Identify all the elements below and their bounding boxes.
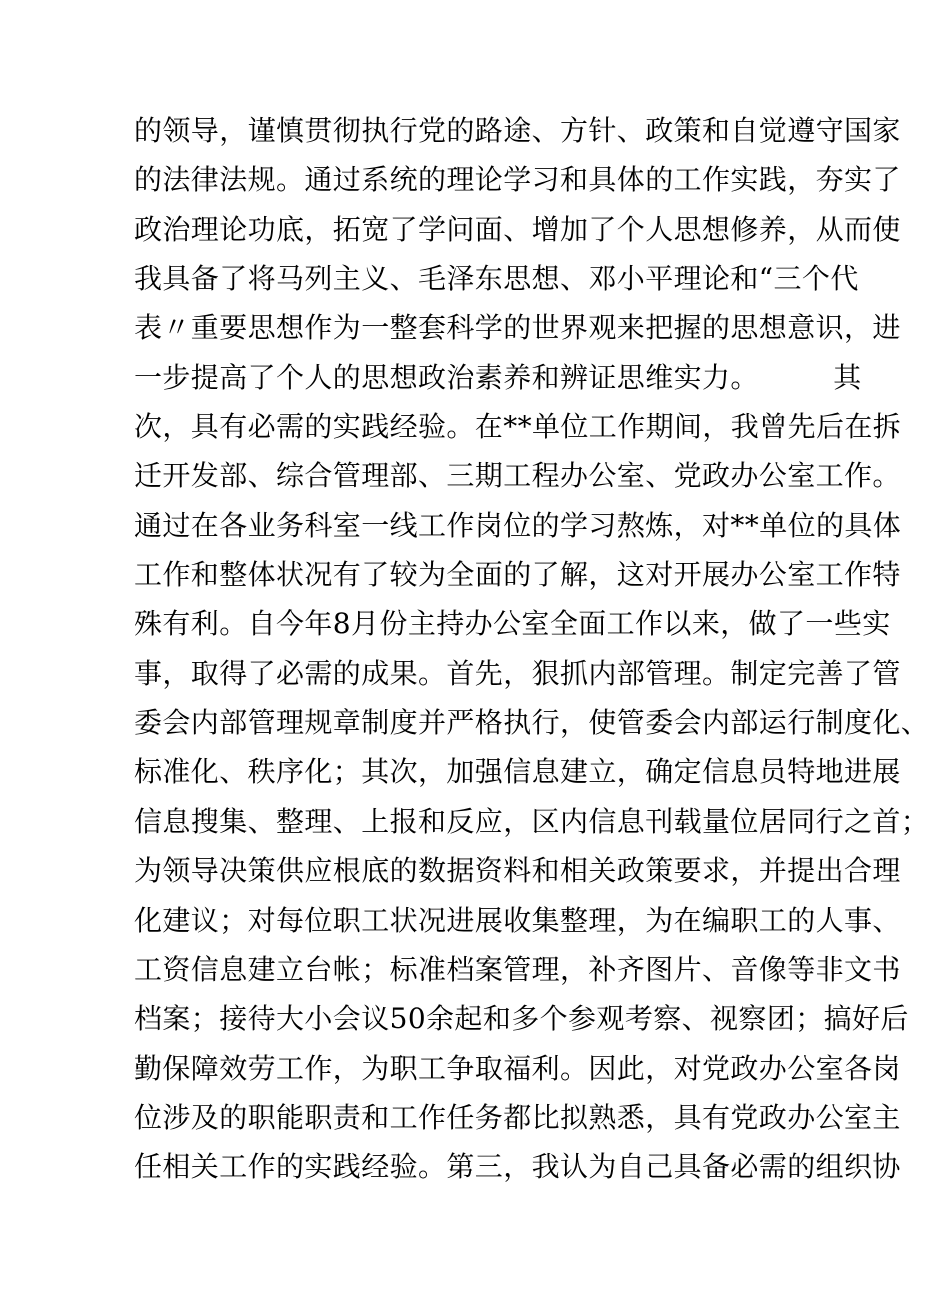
text-line: 次，具有必需的实践经验。在**单位工作期间，我曾先后在拆 — [134, 410, 902, 444]
text-line: 事，取得了必需的成果。首先，狠抓内部管理。制定完善了管 — [134, 656, 901, 690]
text-line: 位涉及的职能职责和工作任务都比拟熟悉，具有党政办公室主 — [134, 1100, 901, 1134]
text-line: 一步提高了个人的思想政治素养和辨证思维实力。 其 — [134, 360, 862, 394]
text-line: 表〃重要思想作为一整套科学的世界观来把握的思想意识，进 — [134, 311, 901, 345]
text-line: 我具备了将马列主义、毛泽东思想、邓小平理论和“三个代 — [134, 262, 859, 296]
text-line: 的领导，谨慎贯彻执行党的路途、方针、政策和自觉遵守国家 — [134, 114, 901, 147]
text-line: 任相关工作的实践经验。第三，我认为自己具备必需的组织协 — [134, 1150, 901, 1184]
text-line: 工作和整体状况有了较为全面的了解，这对开展办公室工作特 — [134, 558, 901, 592]
text-line: 殊有利。自今年8月份主持办公室全面工作以来，做了一些实 — [134, 607, 891, 641]
text-line: 工资信息建立台帐；标准档案管理，补齐图片、音像等非文书 — [134, 952, 901, 986]
body-text — [134, 106, 929, 1192]
text-line: 标准化、秩序化；其次，加强信息建立，确定信息员特地进展 — [134, 755, 901, 789]
text-line: 为领导决策供应根底的数据资料和相关政策要求，并提出合理 — [134, 854, 901, 888]
text-line: 委会内部管理规章制度并严格执行，使管委会内部运行制度化、 — [134, 706, 929, 740]
text-line: 的法律法规。通过系统的理论学习和具体的工作实践，夯实了 — [134, 163, 901, 197]
text-line: 勤保障效劳工作，为职工争取福利。因此，对党政办公室各岗 — [134, 1051, 901, 1085]
text-line: 档案；接待大小会议50余起和多个参观考察、视察团；搞好后 — [134, 1002, 909, 1036]
text-line: 通过在各业务科室一线工作岗位的学习熬炼，对**单位的具体 — [134, 508, 902, 542]
text-line: 化建议；对每位职工状况进展收集整理，为在编职工的人事、 — [134, 903, 901, 937]
text-line: 政治理论功底，拓宽了学问面、增加了个人思想修养，从而使 — [134, 212, 901, 246]
text-line: 迁开发部、综合管理部、三期工程办公室、党政办公室工作。 — [134, 459, 901, 493]
text-line: 信息搜集、整理、上报和反应，区内信息刊载量位居同行之首； — [134, 804, 929, 838]
